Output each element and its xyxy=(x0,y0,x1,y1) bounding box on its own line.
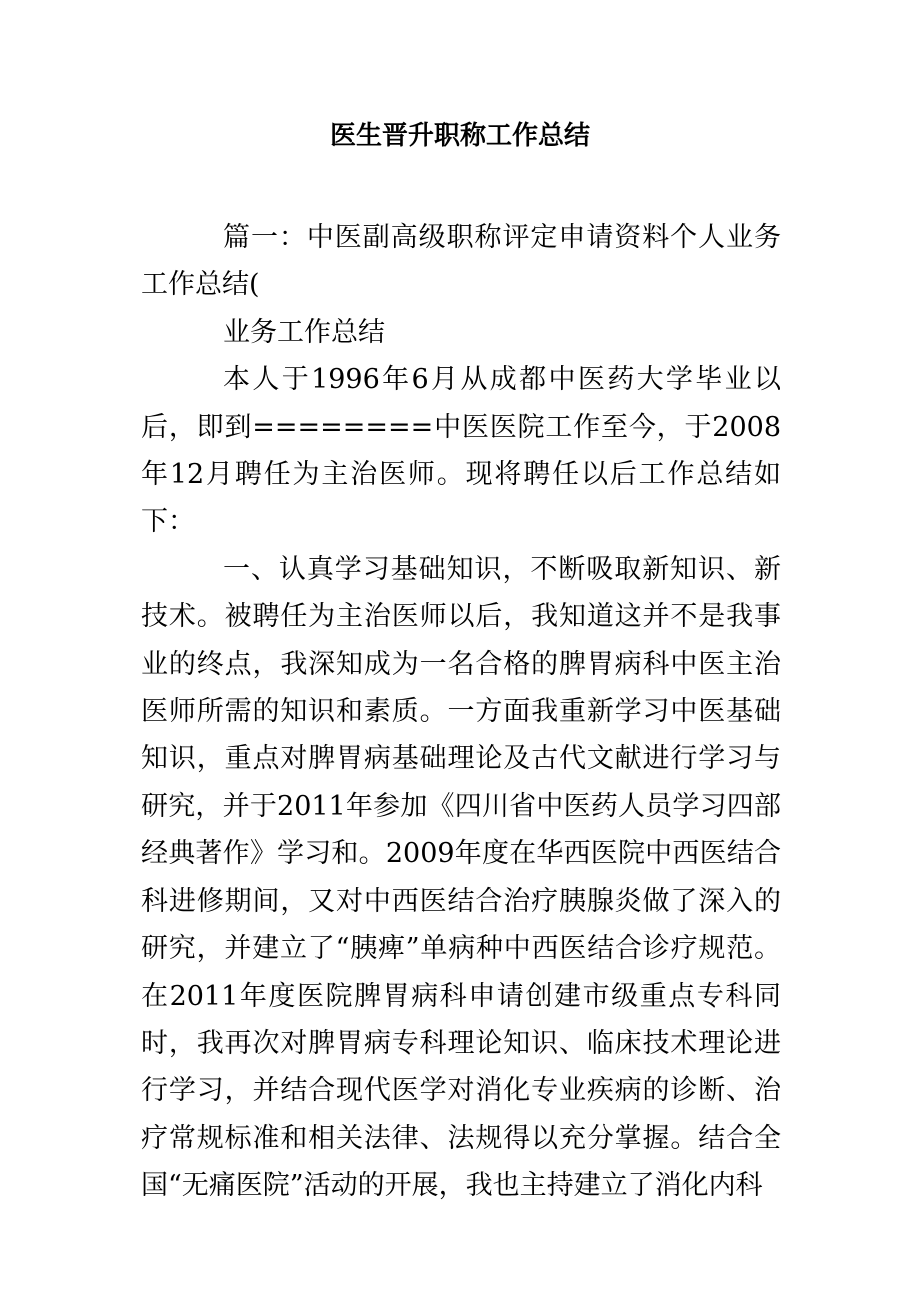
paragraph-subheading: 业务工作总结 xyxy=(223,316,385,348)
document-body xyxy=(141,214,781,1210)
paragraph-point-one: 一、认真学习基础知识，不断吸取新知识、新技术。被聘任为主治医师以后，我知道这并不是我事业的终点，我深知成为一名合格的脾胃病科中医主治医师所需的知识和素质。一方面我重新学习中医基础知识，重点对脾胃病基础理论及古代文献进行学习与研究，并于2011年参加《四川省中医药人员学习四部经典著作》学习和。2009年度在华西医院中西医结合科进修期间，又对中西医结合治疗胰腺炎做了深入的研究，并建立了“胰痺”单病种中西医结合诊疗规范。在2011年度医院脾胃病科申请创建市级重点专科同时，我再次对脾胃病专科理论知识、临床技术理论进行学习，并结合现代医学对消化专业疾病的诊断、治疗常规标准和相关法律、法规得以充分掌握。结合全国“无痛医院”活动的开展，我也主持建立了消化内科 xyxy=(141,553,781,1202)
document-title: 医生晋升职称工作总结 xyxy=(329,121,590,151)
paragraph-section-heading: 篇一：中医副高级职称评定申请资料个人业务工作总结( xyxy=(141,222,781,301)
paragraph-introduction: 本人于1996年6月从成都中医药大学毕业以后，即到========中医医院工作至今，于2008年12月聘任为主治医师。现将聘任以后工作总结如下： xyxy=(141,364,781,538)
